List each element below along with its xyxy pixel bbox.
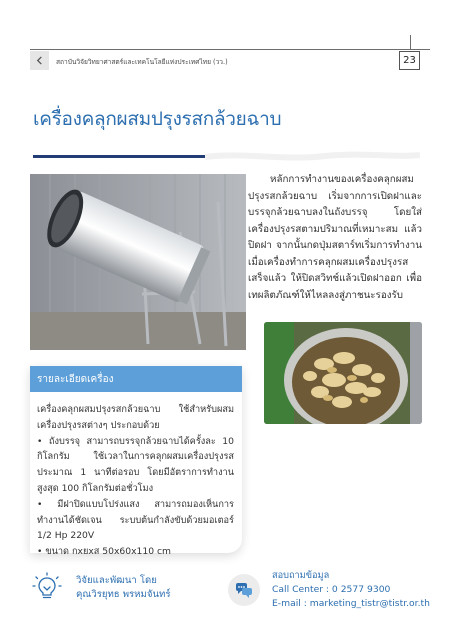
details-intro: เครื่องคลุกผสมปรุงรสกล้วยฉาบ ใช้สำหรับผสมเครื่องปรุงรสต่างๆ ประกอบด้วย — [37, 404, 234, 431]
contact-info — [272, 569, 430, 611]
contact-heading: สอบถามข้อมูล — [272, 570, 330, 581]
details-item-lid-motor: • มีฝาปิดแบบโปร่งแสง สามารถมองเห็นการทำงานได้ชัดเจน ระบบต้นกำลังขับด้วยมอเตอร์ 1/2 Hp 220V — [37, 498, 234, 542]
details-body — [30, 392, 242, 560]
lightbulb-icon — [32, 572, 62, 602]
details-heading: รายละเอียดเครื่อง — [30, 366, 242, 392]
chevron-left-icon — [35, 56, 44, 65]
contact-phone[interactable]: Call Center : 0 2577 9300 — [272, 584, 391, 595]
header-divider — [30, 49, 430, 50]
header-organization: สถาบันวิจัยวิทยาศาสตร์และเทคโนโลยีแห่งประเทศไทย (วว.) — [56, 58, 228, 66]
developer-line-1: วิจัยและพัฒนา โดย — [76, 575, 157, 586]
page-title: เครื่องคลุกผสมปรุงรสกล้วยฉาบ — [33, 108, 282, 130]
details-item-capacity: • ถังบรรจุ สามารถบรรจุกล้วยฉาบได้ครั้งละ 10 กิโลกรัม ใช้เวลาในการคลุกผสมเครื่องปรุงรส ประมาณ 1 นาทีต่อรอบ โดยมีอัตราการทำงานสูงสุด 100 กิโลกรัมต่อชั่วโมง — [37, 435, 234, 494]
machine-details-card — [30, 366, 242, 558]
decorative-wave — [205, 150, 420, 162]
banana-chips-photo — [264, 322, 422, 424]
contact-email[interactable]: E-mail : marketing_tistr@tistr.or.th — [272, 598, 430, 609]
title-underline — [33, 155, 205, 158]
back-button[interactable] — [30, 51, 49, 70]
description-text: หลักการทำงานของเครื่องคลุกผสมปรุงรสกล้วยฉาบ เริ่มจากการเปิดฝาและบรรจุกล้วยฉาบลงในถังบรรจุ โดยใส่เครื่องปรุงรสตามปริมาณที่เหมาะสม แล้วปิดฝา จากนั้นกดปุ่มสตาร์ทเริ่มการทำงาน เมื่อเครื่องทำการคลุกผสมเครื่องปรุงรสเสร็จแล้ว ให้ปิดสวิทช์แล้วเปิดฝาออก เพื่อเทผลิตภัณฑ์ให้ไหลลงสู่ภาชนะรองรับ — [248, 174, 422, 301]
machine-photo — [30, 174, 246, 350]
details-item-size: • ขนาด กxยxส 50x60x110 cm — [37, 546, 172, 558]
contact-support-icon — [228, 574, 260, 606]
developer-credit — [76, 574, 171, 602]
developer-name: คุณวิรยุทธ พรหมจันทร์ — [76, 589, 171, 600]
header-divider-tick — [410, 35, 411, 50]
page-number: 23 — [399, 51, 420, 70]
